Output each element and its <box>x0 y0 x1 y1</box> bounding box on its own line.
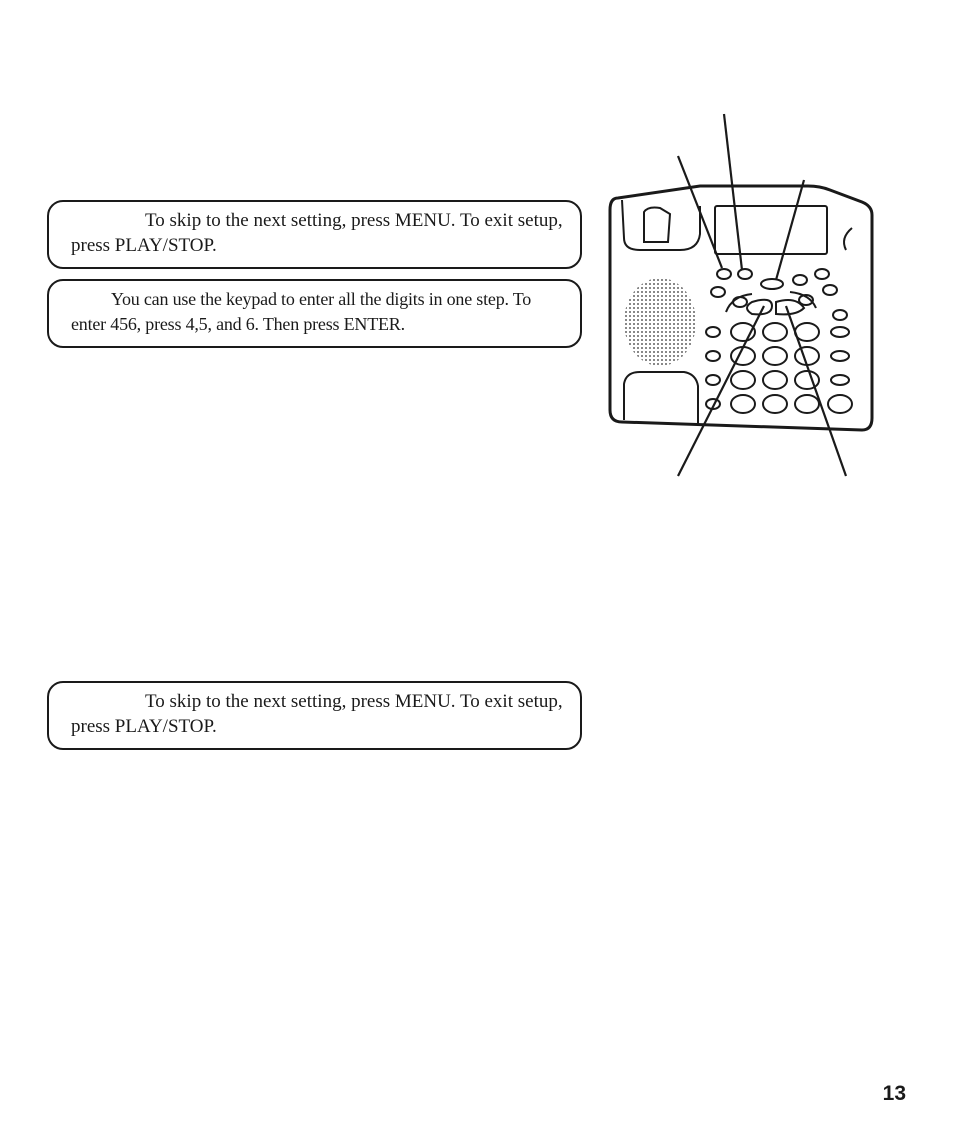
telephone-illustration-icon <box>600 110 880 480</box>
note-box-skip-setting-2 <box>47 681 582 750</box>
page-number: 13 <box>882 1082 906 1105</box>
note-text: You can use the keypad to enter all the digits in one step. To enter 456, press 4,5, and 6. Then press ENTER. <box>71 289 532 334</box>
note-box-keypad-entry <box>47 279 582 348</box>
note-text: To skip to the next setting, press MENU. To exit setup, press PLAY/STOP. <box>71 691 563 737</box>
note-text: To skip to the next setting, press MENU. To exit setup, press PLAY/STOP. <box>71 210 563 256</box>
note-box-skip-setting <box>47 200 582 269</box>
